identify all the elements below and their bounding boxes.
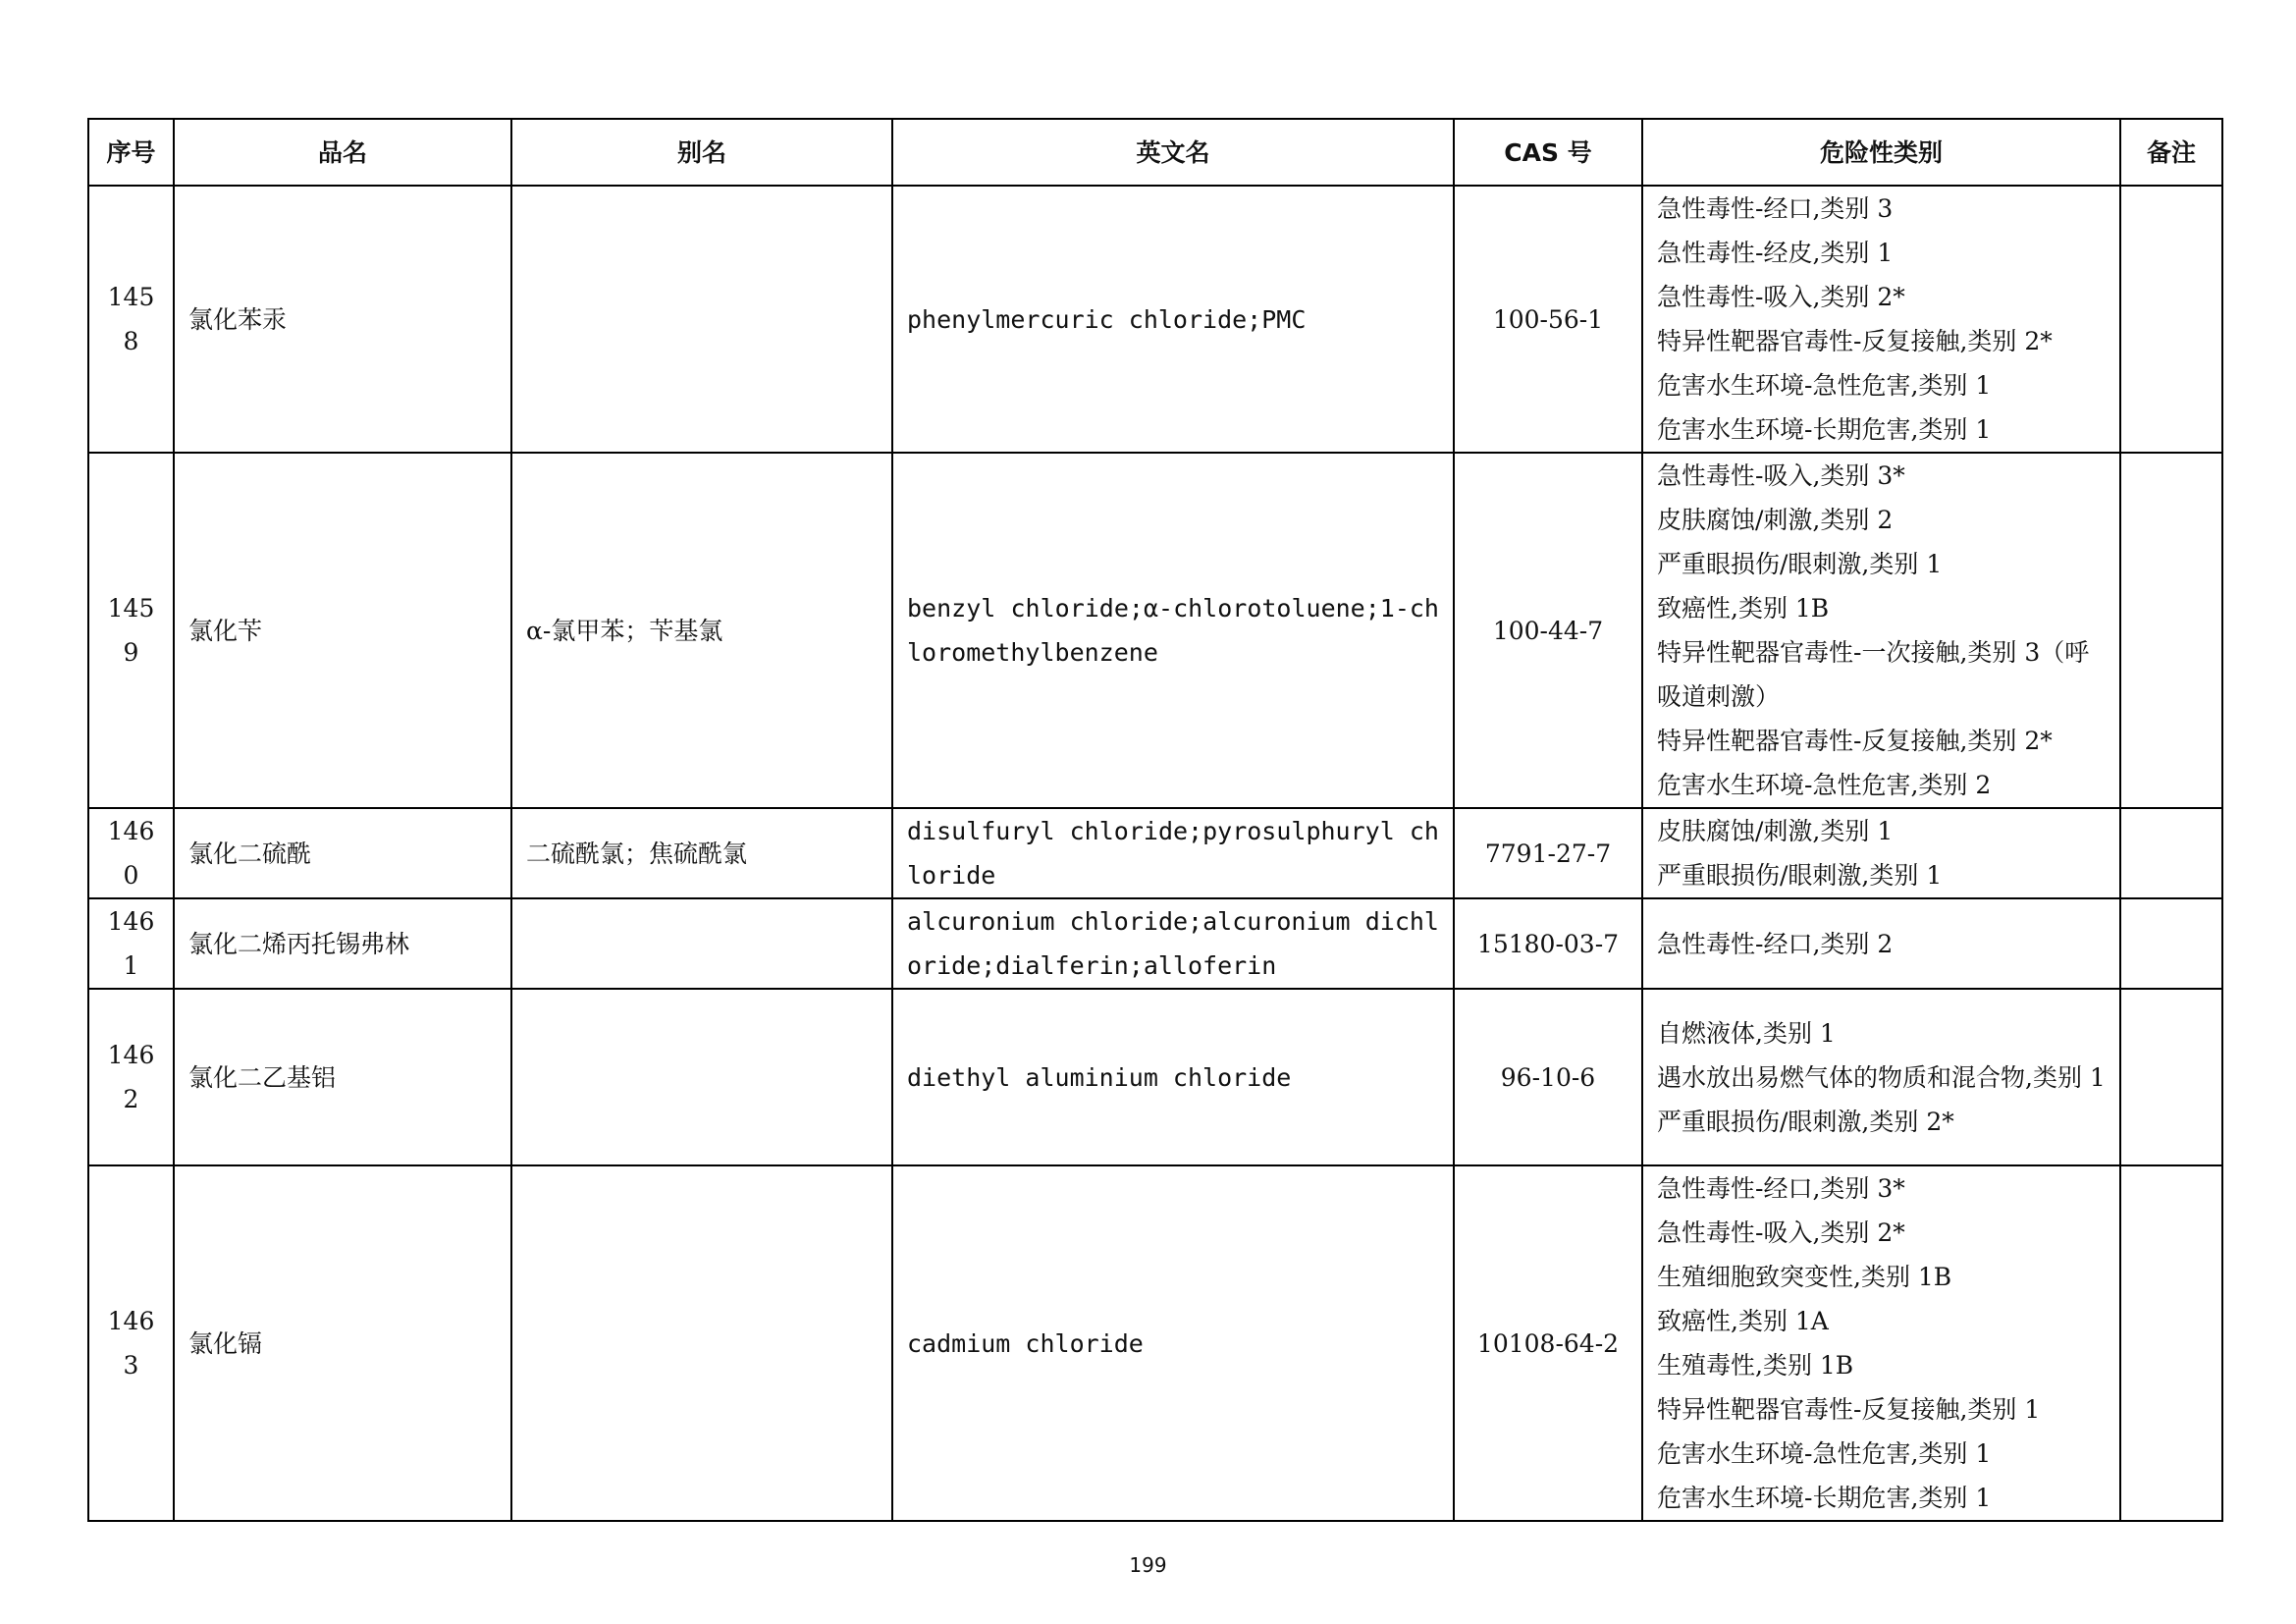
hazard-line: 生殖细胞致突变性,类别 1B [1657,1263,1952,1291]
hazard-line: 特异性靶器官毒性-反复接触,类别 2* [1657,327,2053,355]
table-row [88,989,2222,1165]
cell-english: diethyl aluminium chloride [892,989,1454,1165]
hazard-line: 急性毒性-经口,类别 2 [1657,929,1894,958]
cell-cas: 100-44-7 [1454,453,1642,808]
header-remark: 备注 [2120,119,2222,186]
cell-remark [2120,808,2222,898]
hazard-line: 严重眼损伤/眼刺激,类别 2* [1657,1107,1954,1136]
cell-alias [511,898,892,989]
cell-remark [2120,989,2222,1165]
cell-english: phenylmercuric chloride;PMC [892,186,1454,453]
hazard-line: 严重眼损伤/眼刺激,类别 1 [1657,861,1943,890]
hazard-line: 严重眼损伤/眼刺激,类别 1 [1657,550,1943,578]
page-number: 199 [1129,1553,1167,1577]
hazard-line: 致癌性,类别 1A [1657,1307,1829,1335]
table-row [88,453,2222,808]
cell-english: benzyl chloride;α-chlorotoluene;1-chloromethylbenzene [892,453,1454,808]
table-header-row [88,119,2222,186]
cell-hazard [1642,898,2120,989]
hazard-line: 急性毒性-经皮,类别 1 [1657,239,1894,267]
table-row [88,898,2222,989]
cell-no: 1459 [88,453,174,808]
cell-alias: α-氯甲苯；苄基氯 [511,453,892,808]
hazard-line: 急性毒性-经口,类别 3 [1657,194,1894,223]
cell-cas: 7791-27-7 [1454,808,1642,898]
cell-hazard [1642,453,2120,808]
hazard-line: 急性毒性-吸入,类别 3* [1657,461,1905,490]
cell-name: 氯化苯汞 [174,186,511,453]
cell-name: 氯化苄 [174,453,511,808]
hazard-line: 特异性靶器官毒性-反复接触,类别 2* [1657,727,2053,755]
header-no: 序号 [88,119,174,186]
cell-no: 1460 [88,808,174,898]
cell-alias [511,1165,892,1521]
cell-english: alcuronium chloride;alcuronium dichloride;dialferin;alloferin [892,898,1454,989]
hazard-line: 危害水生环境-长期危害,类别 1 [1657,415,1992,444]
cell-remark [2120,186,2222,453]
cell-no: 1458 [88,186,174,453]
hazard-line: 生殖毒性,类别 1B [1657,1351,1854,1380]
cell-remark [2120,453,2222,808]
cell-alias [511,989,892,1165]
cell-hazard [1642,186,2120,453]
cell-no: 1462 [88,989,174,1165]
cell-cas: 10108-64-2 [1454,1165,1642,1521]
hazard-line: 皮肤腐蚀/刺激,类别 1 [1657,817,1894,845]
cell-cas: 100-56-1 [1454,186,1642,453]
cell-english: cadmium chloride [892,1165,1454,1521]
hazard-line: 危害水生环境-急性危害,类别 1 [1657,371,1992,400]
hazard-line: 危害水生环境-急性危害,类别 2 [1657,771,1992,799]
cell-alias: 二硫酰氯；焦硫酰氯 [511,808,892,898]
cell-hazard [1642,1165,2120,1521]
hazard-line: 皮肤腐蚀/刺激,类别 2 [1657,506,1894,534]
cell-hazard [1642,808,2120,898]
header-english: 英文名 [892,119,1454,186]
hazard-line: 危害水生环境-急性危害,类别 1 [1657,1439,1992,1468]
cell-no: 1461 [88,898,174,989]
hazard-line: 急性毒性-吸入,类别 2* [1657,1218,1905,1247]
hazard-line: 遇水放出易燃气体的物质和混合物,类别 1 [1657,1062,2106,1092]
cell-remark [2120,898,2222,989]
cell-hazard [1642,989,2120,1165]
hazard-line: 致癌性,类别 1B [1657,594,1830,623]
table-row [88,1165,2222,1521]
hazard-line: 急性毒性-吸入,类别 2* [1657,283,1905,311]
hazard-line: 特异性靶器官毒性-一次接触,类别 3（呼吸道刺激） [1657,638,2090,711]
header-cas: CAS 号 [1454,119,1642,186]
cell-name: 氯化二硫酰 [174,808,511,898]
header-hazard: 危险性类别 [1642,119,2120,186]
table-row [88,186,2222,453]
hazard-line: 特异性靶器官毒性-反复接触,类别 1 [1657,1395,2041,1424]
table-row [88,808,2222,898]
cell-english: disulfuryl chloride;pyrosulphuryl chloride [892,808,1454,898]
cell-cas: 15180-03-7 [1454,898,1642,989]
table-body [88,186,2222,1521]
cell-cas: 96-10-6 [1454,989,1642,1165]
hazard-line: 自燃液体,类别 1 [1657,1018,1836,1048]
header-alias: 别名 [511,119,892,186]
cell-no: 1463 [88,1165,174,1521]
cell-remark [2120,1165,2222,1521]
chemical-table [87,118,2223,1522]
cell-alias [511,186,892,453]
header-name: 品名 [174,119,511,186]
hazard-line: 危害水生环境-长期危害,类别 1 [1657,1484,1992,1512]
cell-name: 氯化二乙基铝 [174,989,511,1165]
hazard-line: 急性毒性-经口,类别 3* [1657,1174,1905,1203]
cell-name: 氯化镉 [174,1165,511,1521]
cell-name: 氯化二烯丙托锡弗林 [174,898,511,989]
